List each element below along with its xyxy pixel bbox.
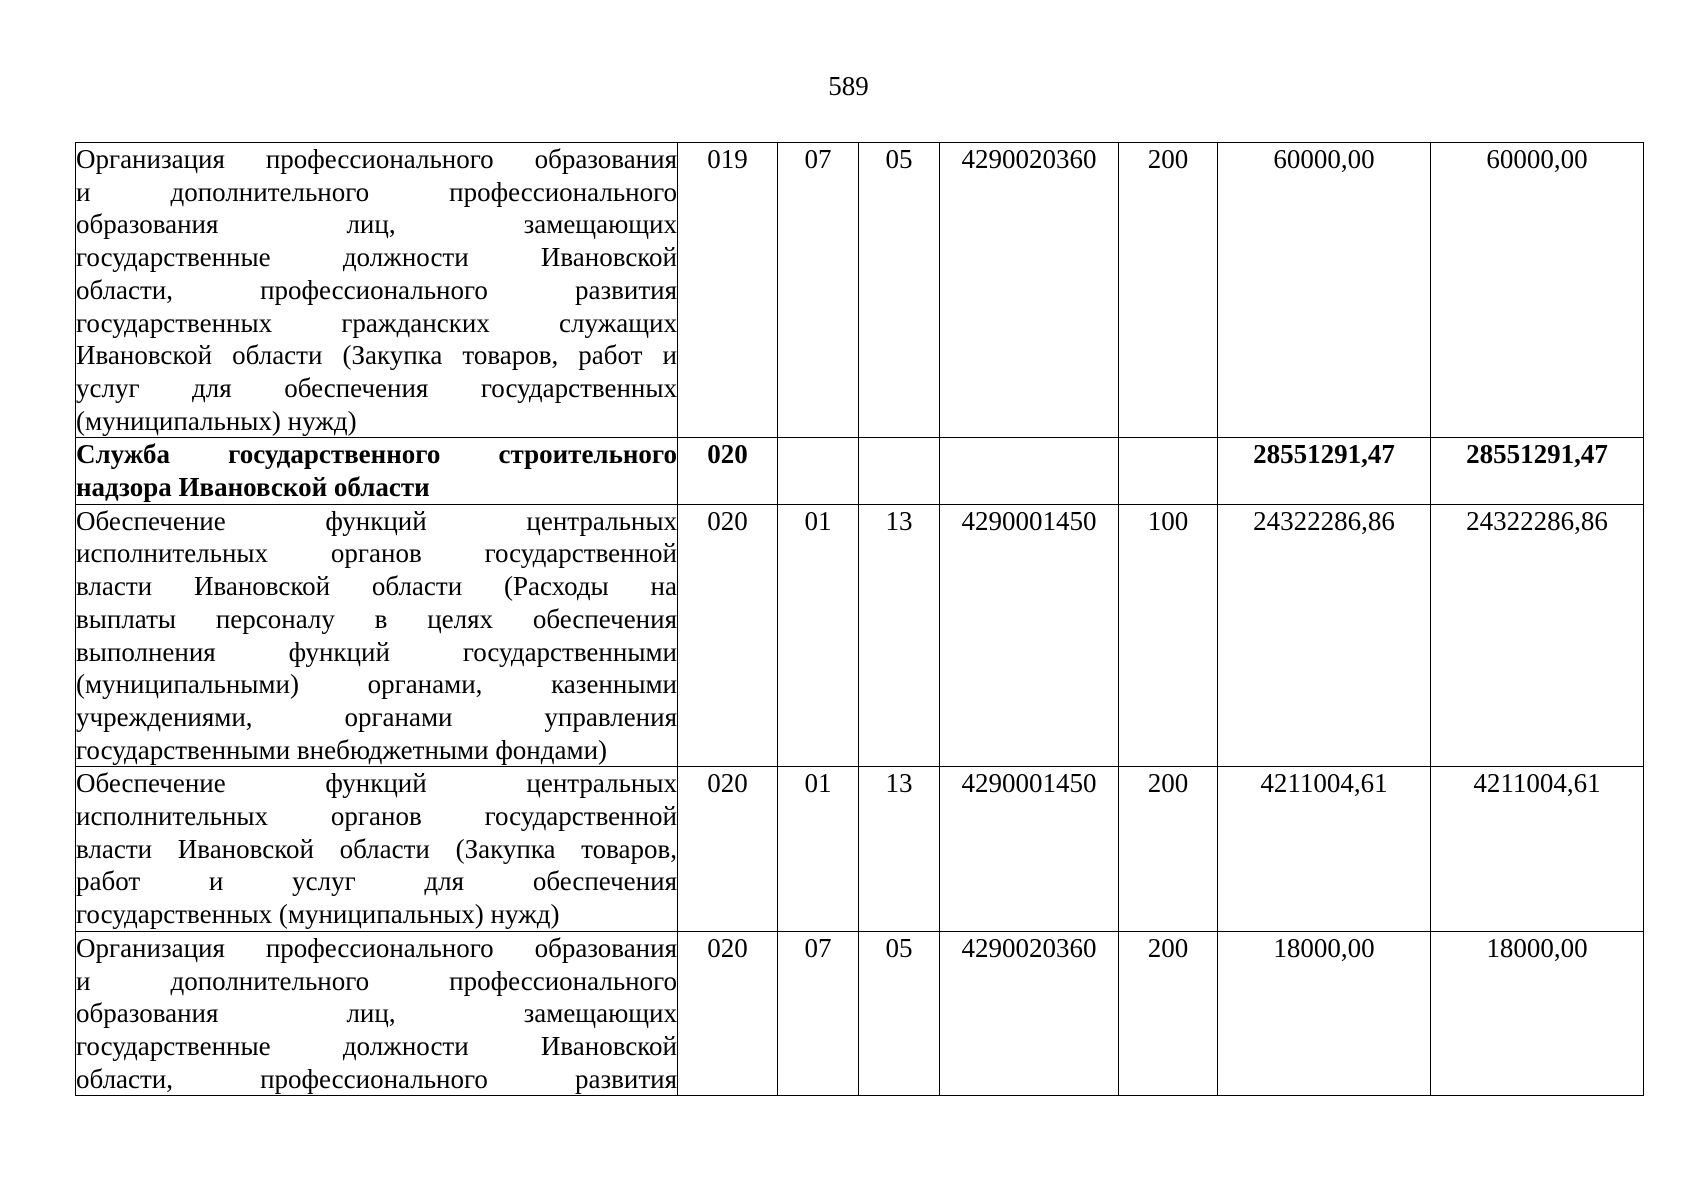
subsection-code-cell xyxy=(859,438,940,504)
subsection-code-cell: 13 xyxy=(859,767,940,932)
amount-cell-1: 60000,00 xyxy=(1218,143,1431,438)
grbs-code-cell: 019 xyxy=(678,143,778,438)
grbs-code-cell: 020 xyxy=(678,438,778,504)
budget-table-body xyxy=(76,143,1644,1096)
description-line: учреждениями, органами управления xyxy=(76,701,677,732)
expense-type-code-cell: 100 xyxy=(1119,504,1218,767)
page-number: 589 xyxy=(828,71,869,101)
description-line: выполнения функций государственными xyxy=(76,636,677,667)
description-line: Обеспечение функций центральных xyxy=(76,505,677,536)
amount-cell-2: 24322286,86 xyxy=(1431,504,1644,767)
section-code-cell: 01 xyxy=(778,767,859,932)
table-row xyxy=(76,504,1644,767)
description-line: Обеспечение функций центральных xyxy=(76,768,677,799)
amount-cell-2: 4211004,61 xyxy=(1431,767,1644,932)
description-line: надзора Ивановской области xyxy=(76,472,430,503)
description-line: услуг для обеспечения государственных xyxy=(76,372,677,403)
description-line: образования лиц, замещающих xyxy=(76,209,677,240)
section-code-cell: 07 xyxy=(778,143,859,438)
description-line: власти Ивановской области (Закупка товаров, xyxy=(76,833,677,864)
description-line: Организация профессионального образования xyxy=(76,932,677,963)
subsection-code-cell: 05 xyxy=(859,143,940,438)
grbs-code-cell: 020 xyxy=(678,931,778,1096)
budget-table xyxy=(75,142,1644,1096)
target-article-code-cell xyxy=(940,438,1119,504)
amount-cell-2: 28551291,47 xyxy=(1431,438,1644,504)
description-cell xyxy=(76,438,678,504)
description-line: Ивановской области (Закупка товаров, работ и xyxy=(76,340,677,371)
section-code-cell xyxy=(778,438,859,504)
expense-type-code-cell: 200 xyxy=(1119,143,1218,438)
description-line: области, профессионального развития xyxy=(76,274,677,305)
expense-type-code-cell: 200 xyxy=(1119,767,1218,932)
expense-type-code-cell: 200 xyxy=(1119,931,1218,1096)
amount-cell-1: 4211004,61 xyxy=(1218,767,1431,932)
amount-cell-2: 60000,00 xyxy=(1431,143,1644,438)
description-line: выплаты персоналу в целях обеспечения xyxy=(76,603,677,634)
target-article-code-cell: 4290001450 xyxy=(940,504,1119,767)
description-line: работ и услуг для обеспечения xyxy=(76,866,677,897)
target-article-code-cell: 4290020360 xyxy=(940,143,1119,438)
amount-cell-1: 18000,00 xyxy=(1218,931,1431,1096)
amount-cell-1: 28551291,47 xyxy=(1218,438,1431,504)
table-row xyxy=(76,438,1644,504)
subsection-code-cell: 13 xyxy=(859,504,940,767)
table-row xyxy=(76,931,1644,1096)
target-article-code-cell: 4290001450 xyxy=(940,767,1119,932)
description-line: исполнительных органов государственной xyxy=(76,801,677,832)
grbs-code-cell: 020 xyxy=(678,767,778,932)
description-line: образования лиц, замещающих xyxy=(76,998,677,1029)
table-row xyxy=(76,767,1644,932)
grbs-code-cell: 020 xyxy=(678,504,778,767)
description-cell xyxy=(76,143,678,438)
description-line: государственные должности Ивановской xyxy=(76,1030,677,1061)
description-cell xyxy=(76,504,678,767)
description-line: власти Ивановской области (Расходы на xyxy=(76,571,677,602)
amount-cell-1: 24322286,86 xyxy=(1218,504,1431,767)
description-line: (муниципальных) нужд) xyxy=(76,405,357,436)
section-code-cell: 01 xyxy=(778,504,859,767)
table-row xyxy=(76,143,1644,438)
target-article-code-cell: 4290020360 xyxy=(940,931,1119,1096)
description-line: государственные должности Ивановской xyxy=(76,242,677,273)
section-code-cell: 07 xyxy=(778,931,859,1096)
subsection-code-cell: 05 xyxy=(859,931,940,1096)
description-cell xyxy=(76,767,678,932)
description-line: государственными внебюджетными фондами) xyxy=(76,734,608,765)
amount-cell-2: 18000,00 xyxy=(1431,931,1644,1096)
expense-type-code-cell xyxy=(1119,438,1218,504)
description-line: государственных гражданских служащих xyxy=(76,307,677,338)
description-line: и дополнительного профессионального xyxy=(76,965,677,996)
description-line: Организация профессионального образования xyxy=(76,144,677,174)
description-line: исполнительных органов государственной xyxy=(76,538,677,569)
description-line: Служба государственного строительного xyxy=(76,439,677,470)
description-line: (муниципальными) органами, казенными xyxy=(76,669,677,700)
description-cell xyxy=(76,931,678,1096)
description-line: государственных (муниципальных) нужд) xyxy=(76,899,560,930)
description-line: и дополнительного профессионального xyxy=(76,176,677,207)
description-line: области, профессионального развития xyxy=(76,1063,677,1094)
